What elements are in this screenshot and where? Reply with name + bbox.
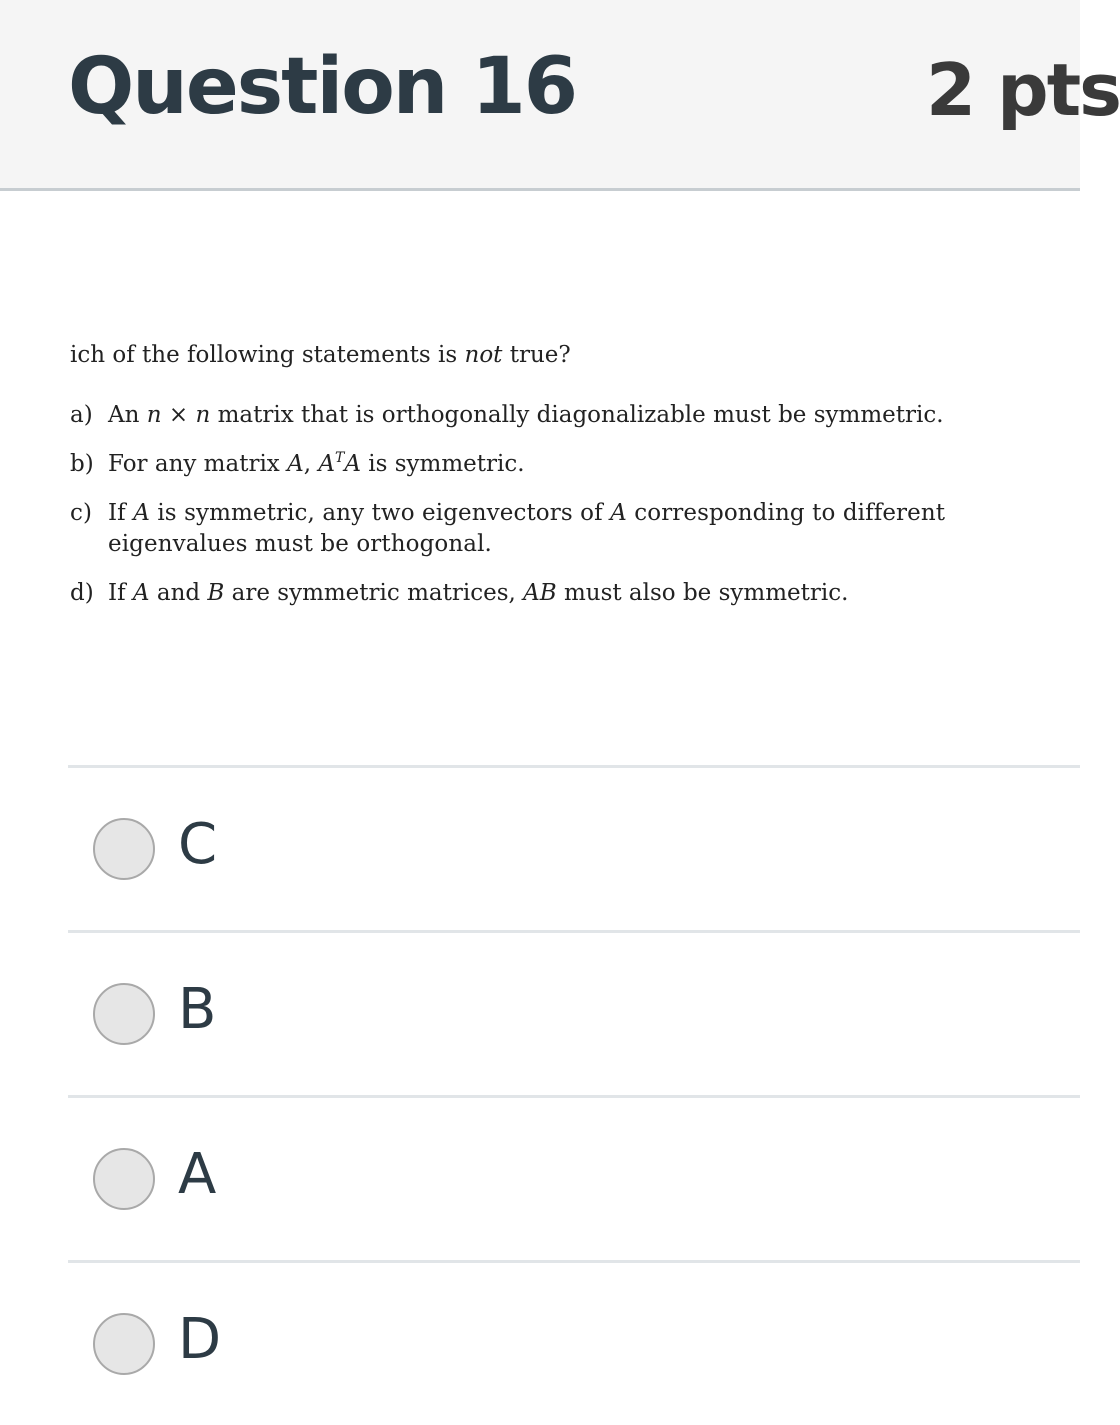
statement-label: b): [70, 451, 94, 477]
answer-option-c[interactable]: [68, 765, 1080, 930]
math-variable: A: [610, 500, 627, 526]
question-header: [0, 0, 1120, 191]
math-variable: A: [132, 580, 150, 606]
answer-label[interactable]: A: [178, 1142, 217, 1207]
statement-text: corresponding to different eigenvalues must be orthogonal.: [108, 500, 946, 557]
stem-text-start: ich of the following statements is: [70, 342, 465, 368]
math-variable: A: [344, 451, 361, 477]
stem-text-end: true?: [502, 342, 571, 368]
radio-button[interactable]: [93, 983, 155, 1045]
answer-list: [68, 765, 1080, 1425]
answer-option-b[interactable]: [68, 930, 1080, 1095]
question-title: Question 16: [68, 42, 577, 132]
statement-label: d): [70, 580, 94, 606]
statement-c: [70, 498, 1060, 560]
statement-text: If: [108, 580, 133, 606]
statement-text: For any matrix: [108, 451, 288, 477]
statement-text: are symmetric matrices,: [224, 580, 524, 606]
answer-label[interactable]: B: [178, 977, 217, 1042]
math-superscript: T: [334, 450, 345, 466]
statement-text: ,: [303, 451, 319, 477]
math-variable: n: [195, 402, 211, 428]
statement-label: a): [70, 402, 93, 428]
statement-text: is symmetric, any two eigenvectors of: [149, 500, 611, 526]
statement-d: [70, 578, 1060, 609]
statement-text: and: [149, 580, 208, 606]
math-variable: A: [287, 451, 304, 477]
radio-button[interactable]: [93, 818, 155, 880]
statement-text: An: [108, 402, 147, 428]
answer-label[interactable]: D: [178, 1307, 222, 1372]
statement-text: ×: [161, 402, 196, 428]
statement-a: [70, 400, 1060, 431]
stem-emphasis: not: [464, 342, 503, 368]
math-variable: A: [318, 451, 335, 477]
question-stem: [70, 340, 1060, 370]
answer-option-a[interactable]: [68, 1095, 1080, 1260]
math-variable: A: [133, 500, 150, 526]
answer-option-d[interactable]: [68, 1260, 1080, 1425]
statement-text: is symmetric.: [360, 451, 525, 477]
statement-text: If: [108, 500, 134, 526]
math-variable: n: [146, 402, 162, 428]
statement-b: [70, 449, 1060, 480]
question-points: 2 pts: [926, 48, 1120, 132]
answer-label[interactable]: C: [178, 812, 218, 877]
statement-label: c): [70, 500, 93, 526]
math-variable: B: [207, 580, 225, 606]
math-variable: AB: [523, 580, 557, 606]
statement-text: matrix that is orthogonally diagonalizable must be symmetric.: [210, 402, 944, 428]
statement-text: must also be symmetric.: [556, 580, 849, 606]
question-prompt: [70, 340, 1060, 627]
radio-button[interactable]: [93, 1313, 155, 1375]
radio-button[interactable]: [93, 1148, 155, 1210]
